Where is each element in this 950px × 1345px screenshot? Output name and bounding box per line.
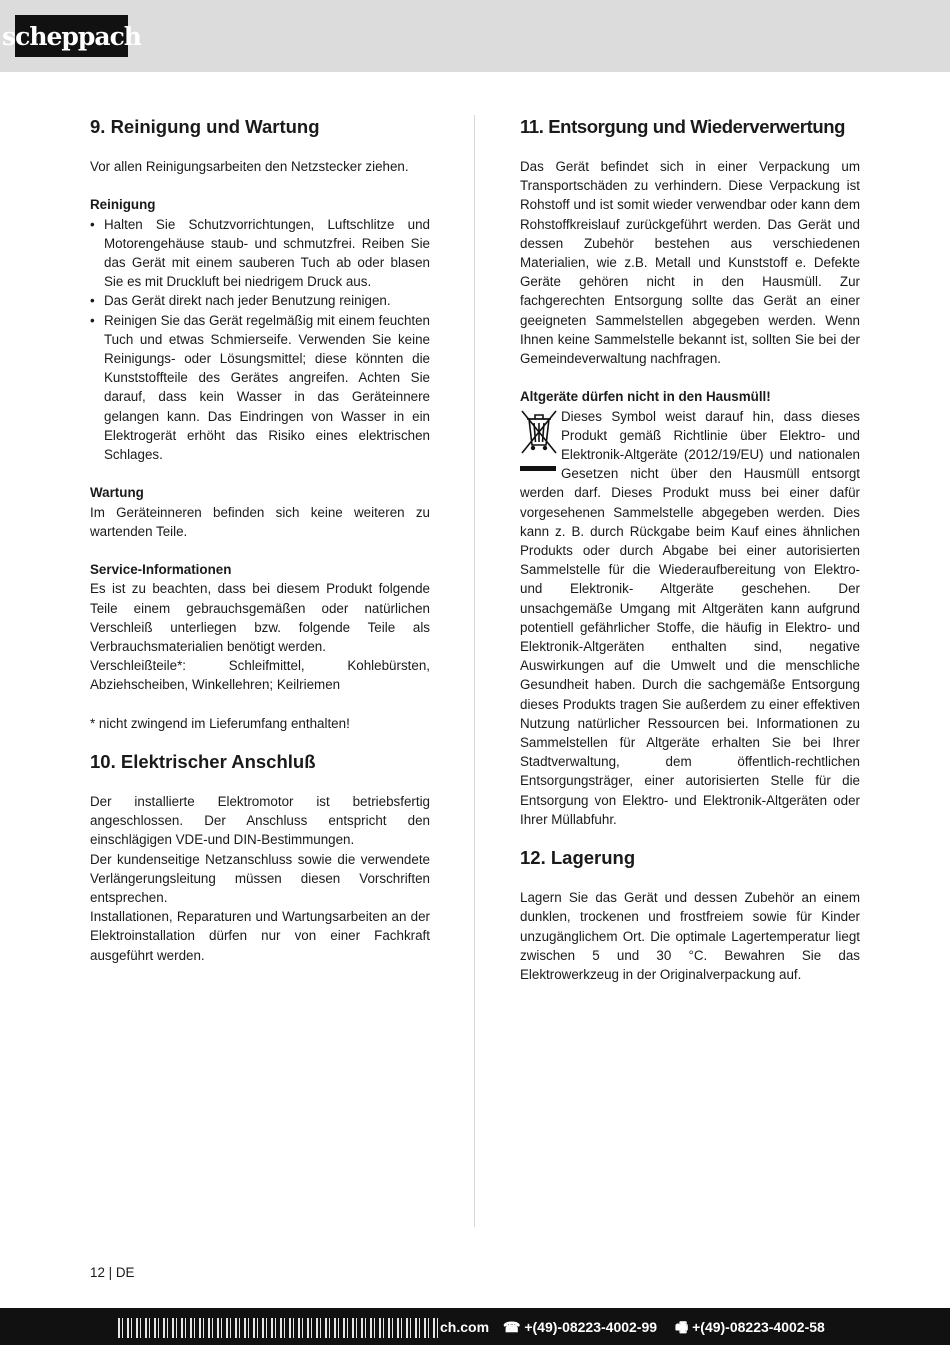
- list-item: • Reinigen Sie das Gerät regelmäßig mit einem feuchten Tuch und etwas Schmierseife. Verwenden Sie keine Reinigungs- oder Lösungsmittel; diese könnten die Kunststoffteile des Gerätes angreifen. Achten Sie darauf, dass kein Wasser in das Geräteinnere gelangen kann. Das Eindringen von Wasser in ein Elektrogerät erhöht das Risiko eines elektrischen Schlages.: [90, 311, 430, 465]
- section-10-para-2: Der kundenseitige Netzanschluss sowie die verwendete Verlängerungsleitung müssen diesen Vorschriften entsprechen.: [90, 851, 430, 906]
- brand-logo: scheppach: [15, 15, 128, 57]
- phone-number: ☎ +(49)-08223-4002-99: [503, 1319, 658, 1335]
- website-url-obscured: [118, 1318, 438, 1338]
- section-11-title: 11. Entsorgung und Wiederverwertung: [520, 116, 846, 137]
- maintenance-heading: Wartung: [90, 485, 144, 501]
- crossed-out-wheelie-bin-icon: [520, 409, 558, 467]
- list-item: • Das Gerät direkt nach jeder Benutzung reinigen.: [90, 291, 430, 310]
- cleaning-list: [90, 215, 430, 465]
- section-11-para-1: Das Gerät befindet sich in einer Verpackung um Transportschäden zu verhindern. Diese Verpackung ist Rohstoff und ist somit wieder verwendbar oder kann dem Rohstoffkreislauf zurückgeführt werden. Das Gerät und dessen Zubehör bestehen aus verschiedenen Materialien, wie z.B. Metall und Kunststoff e. Defekte Geräte gehören nicht in den Hausmüll. Zur fachgerechten Entsorgung sollte das Gerät an einer geeigneten Sammelstellen abgegeben werden. Wenn Ihnen keine Sammelstelle bekannt ist, sollten Sie bei der Gemeindeverwaltung nachfragen.: [520, 159, 860, 367]
- maintenance-text: Im Geräteinneren befinden sich keine weiteren zu wartenden Teile.: [90, 504, 430, 539]
- wear-parts-text: Verschleißteile*: Schleifmittel, Kohlebürsten, Abziehscheiben, Winkellehren; Keilriemen: [90, 658, 430, 693]
- right-column: [520, 116, 860, 984]
- section-10-para-1: Der installierte Elektromotor ist betriebsfertig angeschlossen. Der Anschluss entspricht den einschlägigen VDE-und DIN-Bestimmungen.: [90, 794, 430, 848]
- header-band: [0, 0, 950, 72]
- weee-block: [520, 407, 860, 829]
- list-item: • Halten Sie Schutzvorrichtungen, Luftschlitze und Motorengehäuse staub- und schmutzfrei. Reiben Sie das Gerät mit einem sauberen Tuch ab oder blasen Sie es mit Druckluft bei niedrigem Druck aus.: [90, 215, 430, 292]
- service-heading: Service-Informationen: [90, 562, 232, 578]
- footnote: * nicht zwingend im Lieferumfang enthalten!: [90, 715, 350, 731]
- website-url[interactable]: ch.com: [440, 1319, 490, 1335]
- section-12-title: 12. Lagerung: [520, 847, 636, 869]
- page-number: 12 | DE: [90, 1265, 135, 1280]
- fax-number: 🖷 +(49)-08223-4002-58: [675, 1319, 825, 1335]
- weee-text: Dieses Symbol weist darauf hin, dass dieses Produkt gemäß Richtlinie über Elektro- und Elektronik-Altgeräte (2012/19/EU) und nationalen Gesetzen nicht über den Hausmüll entsorgt werden darf. Dieses Produkt muss bei einer dafür vorgesehenen Sammelstelle abgegeben werden. Dies kann z. B. durch Rückgabe beim Kauf eines ähnlichen Produkts oder durch Abgabe bei einer autorisierten Sammelstelle für die Wiederaufbereitung von Elektro- und Elektronik- Altgeräte geschehen. Der unsachgemäße Umgang mit Altgeräten kann aufgrund potentiell gefährlicher Stoffe, die häufig in Elektro- und Elektronik-Altgeräten enthalten sind, negative Auswirkungen auf die Umwelt und die menschliche Gesundheit haben. Durch die sachgemäße Entsorgung dieses Produkts tragen Sie außerdem zu einer effektiven Nutzung natürlicher Ressourcen bei. Informationen zu Sammelstellen für Altgeräte erhalten Sie bei Ihrer Stadtverwaltung, dem öffentlich-rechtlichen Entsorgungsträger, einer autorisierten Stelle für die Entsorgung von Elektro- und Elektronik-Altgeräten oder Ihrer Müllabfuhr.: [520, 408, 860, 827]
- cleaning-heading: Reinigung: [90, 197, 156, 213]
- left-column: [90, 116, 430, 965]
- weee-heading: Altgeräte dürfen nicht in den Hausmüll!: [520, 389, 771, 405]
- service-text: Es ist zu beachten, dass bei diesem Produkt folgende Teile einem gebrauchsgemäßen oder natürlichen Verschleiß unterliegen bzw. folgende Teile als Verbrauchsmaterialien benötigt werden.: [90, 581, 430, 655]
- section-9-title: 9. Reinigung und Wartung: [90, 116, 320, 137]
- section-12-para-1: Lagern Sie das Gerät und dessen Zubehör an einem dunklen, trockenen und frostfreiem sowie für Kinder unzugänglichem Ort. Die optimale Lagertemperatur liegt zwischen 5 und 30 °C. Bewahren Sie das Elektrowerkzeug in der Originalverpackung auf.: [520, 890, 860, 982]
- column-divider: [474, 115, 475, 1227]
- section-9-intro: Vor allen Reinigungsarbeiten den Netzstecker ziehen.: [90, 159, 409, 174]
- footer-band: [0, 1308, 950, 1345]
- section-10-para-3: Installationen, Reparaturen und Wartungsarbeiten an der Elektroinstallation dürfen nur von einer Fachkraft ausgeführt werden.: [90, 909, 430, 963]
- section-10-title: 10. Elektrischer Anschluß: [90, 751, 316, 773]
